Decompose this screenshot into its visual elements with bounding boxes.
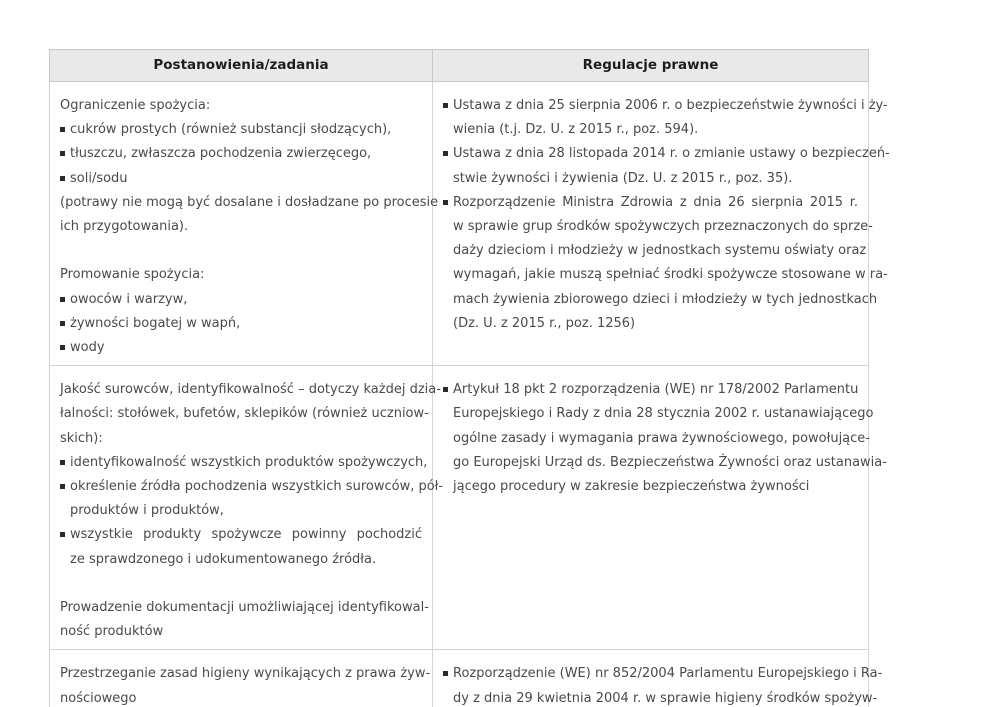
text-line: go Europejski Urząd ds. Bezpieczeństwa Żywności oraz ustanawia- <box>453 454 887 470</box>
text-line: Promowanie spożycia: <box>60 267 205 283</box>
bullet-item: tłuszczu, zwłaszcza pochodzenia zwierzęcego, <box>60 142 422 166</box>
table-row <box>50 650 869 707</box>
bullet-item: wszystkie produkty spożywcze powinny pochodzić <box>60 523 422 547</box>
bullet-item: Rozporządzenie (WE) nr 852/2004 Parlamentu Europejskiego i Ra- <box>443 662 858 686</box>
regulations-table <box>49 49 890 707</box>
text-line: wienia (t.j. Dz. U. z 2015 r., poz. 594). <box>453 122 699 138</box>
text-line: jącego procedury w zakresie bezpieczeństwa żywności <box>453 479 810 495</box>
bullet-item: Artykuł 18 pkt 2 rozporządzenia (WE) nr 178/2002 Parlamentu <box>443 378 858 402</box>
text-line: dy z dnia 29 kwietnia 2004 r. w sprawie higieny środków spożyw- <box>453 690 878 706</box>
column-header-legal-regulations: Regulacje prawne <box>433 50 869 82</box>
text-line: Przestrzeganie zasad higieny wynikających z prawa żyw- <box>60 666 431 682</box>
text-line: (potrawy nie mogą być dosalane i dosładzane po procesie <box>60 194 439 210</box>
text-line: produktów i produktów, <box>70 503 224 519</box>
text-line: ogólne zasady i wymagania prawa żywnościowego, powołujące- <box>453 430 870 446</box>
provisions-cell <box>50 650 433 707</box>
text-line: Ograniczenie spożycia: <box>60 98 211 113</box>
bullet-item: wody <box>60 336 422 360</box>
text-line: wymagań, jakie muszą spełniać środki spożywcze stosowane w ra- <box>453 267 888 283</box>
table-row <box>50 366 869 650</box>
text-line: stwie żywności i żywienia (Dz. U. z 2015 r., poz. 35). <box>453 170 793 186</box>
bullet-item: żywności bogatej w wapń, <box>60 312 422 336</box>
text-line: skich): <box>60 430 103 446</box>
bullet-item: określenie źródła pochodzenia wszystkich surowców, pół- <box>60 475 422 499</box>
text-line: ność produktów <box>60 624 164 640</box>
table-header-row <box>50 50 869 82</box>
text-line: Prowadzenie dokumentacji umożliwiającej identyfikowal- <box>60 600 429 616</box>
regulations-cell <box>433 650 883 707</box>
bullet-item: soli/sodu <box>60 167 422 191</box>
provisions-cell <box>50 366 444 650</box>
bullet-item: Ustawa z dnia 25 sierpnia 2006 r. o bezpieczeństwie żywności i ży- <box>443 94 858 118</box>
regulations-cell <box>433 82 890 366</box>
bullet-item: cukrów prostych (również substancji słodzących), <box>60 118 422 142</box>
text-line: Jakość surowców, identyfikowalność – dotyczy każdej dzia- <box>60 382 441 398</box>
bullet-item: Rozporządzenie Ministra Zdrowia z dnia 26 sierpnia 2015 r. <box>443 191 858 215</box>
text-line: łalności: stołówek, bufetów, sklepików (również uczniow- <box>60 406 429 422</box>
bullet-item: owoców i warzyw, <box>60 288 422 312</box>
text-line: (Dz. U. z 2015 r., poz. 1256) <box>453 315 636 331</box>
bullet-item: Ustawa z dnia 28 listopada 2014 r. o zmianie ustawy o bezpieczeń- <box>443 142 858 166</box>
paragraph-gap <box>60 239 422 263</box>
column-header-provisions: Postanowienia/zadania <box>50 50 433 82</box>
text-line: ich przygotowania). <box>60 219 189 235</box>
text-line: nościowego <box>60 690 137 706</box>
paragraph-gap <box>60 572 422 596</box>
text-line: Europejskiego i Rady z dnia 28 stycznia 2002 r. ustanawiającego <box>453 406 874 422</box>
text-line: mach żywienia zbiorowego dzieci i młodzieży w tych jednostkach <box>453 291 878 307</box>
bullet-item: identyfikowalność wszystkich produktów spożywczych, <box>60 451 422 475</box>
text-line: w sprawie grup środków spożywczych przeznaczonych do sprze- <box>453 219 873 235</box>
regulations-cell <box>433 366 887 650</box>
provisions-cell <box>50 82 439 366</box>
table-row <box>50 82 869 366</box>
text-line: ze sprawdzonego i udokumentowanego źródła. <box>70 551 377 567</box>
text-line: daży dzieciom i młodzieży w jednostkach systemu oświaty oraz <box>453 243 867 259</box>
